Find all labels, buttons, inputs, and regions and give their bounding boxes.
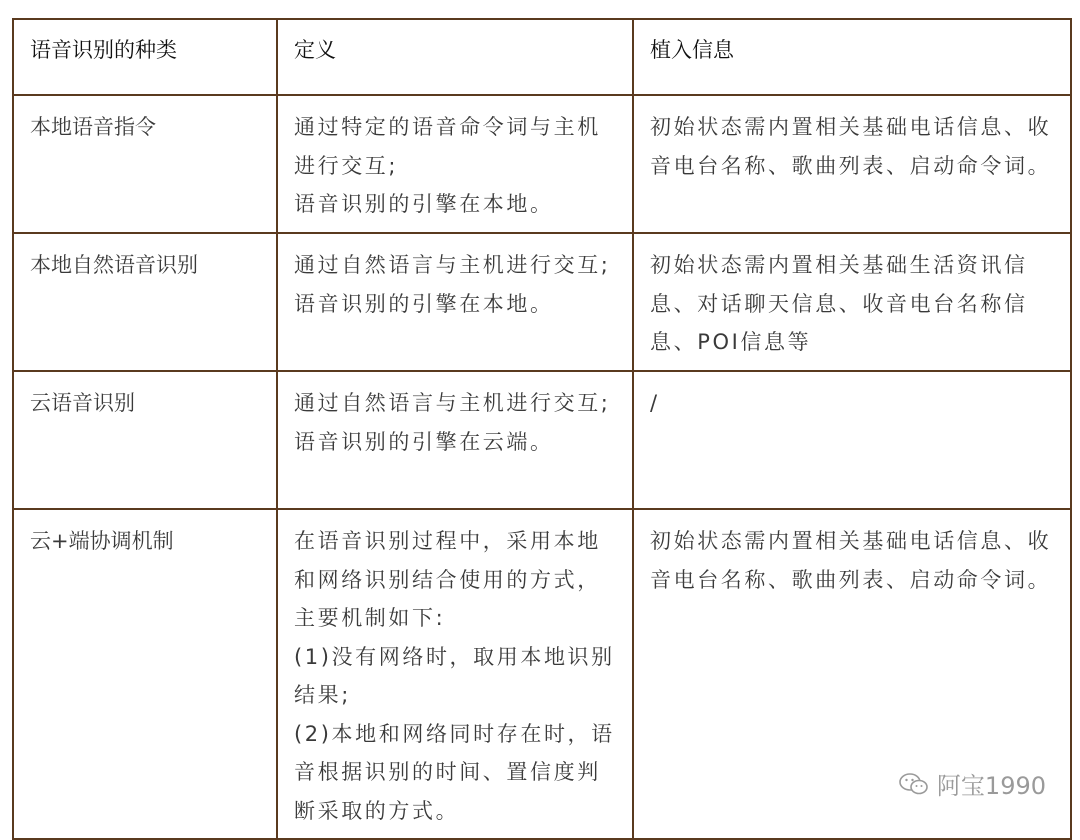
header-info: 植入信息 <box>633 19 1071 95</box>
cell-definition <box>277 233 633 371</box>
cell-info <box>633 233 1071 371</box>
cell-type: 本地自然语音识别 <box>13 233 277 371</box>
table-header-row <box>13 19 1071 95</box>
definition-line: 在语音识别过程中，采用本地和网络识别结合使用的方式，主要机制如下: <box>294 529 601 630</box>
table-row <box>13 95 1071 233</box>
wechat-icon <box>899 772 929 796</box>
definition-line: 语音识别的引擎在本地。 <box>294 192 554 216</box>
definition-line: (2)本地和网络同时存在时，语音根据识别的时间、置信度判断采取的方式。 <box>294 721 615 823</box>
definition-line: 通过自然语言与主机进行交互; <box>294 253 611 277</box>
header-definition: 定义 <box>277 19 633 95</box>
watermark-text: 阿宝1990 <box>936 772 1046 800</box>
info-line: 初始状态需内置相关基础电话信息、收音电台名称、歌曲列表、启动命令词。 <box>650 115 1052 178</box>
definition-line: (1)没有网络时，取用本地识别结果; <box>294 644 615 707</box>
speech-recognition-table <box>12 18 1072 840</box>
definition-line: 语音识别的引擎在本地。 <box>294 291 554 316</box>
definition-line: 通过自然语言与主机进行交互; <box>294 391 611 415</box>
definition-line: 语音识别的引擎在云端。 <box>294 429 554 454</box>
cell-definition <box>277 371 633 509</box>
cell-type: 本地语音指令 <box>13 95 277 233</box>
header-type: 语音识别的种类 <box>13 19 277 95</box>
info-line: 初始状态需内置相关基础生活资讯信息、对话聊天信息、收音电台名称信息、POI信息等 <box>650 253 1028 354</box>
info-line: 初始状态需内置相关基础电话信息、收音电台名称、歌曲列表、启动命令词。 <box>650 529 1052 592</box>
cell-type: 云+端协调机制 <box>13 509 277 839</box>
cell-definition <box>277 95 633 233</box>
table-row <box>13 233 1071 371</box>
watermark <box>899 766 1046 801</box>
info-line: / <box>650 391 660 415</box>
cell-info <box>633 95 1071 233</box>
cell-definition <box>277 509 633 839</box>
cell-type: 云语音识别 <box>13 371 277 509</box>
table-row <box>13 371 1071 509</box>
definition-line: 通过特定的语音命令词与主机进行交互; <box>294 115 601 178</box>
cell-info <box>633 371 1071 509</box>
